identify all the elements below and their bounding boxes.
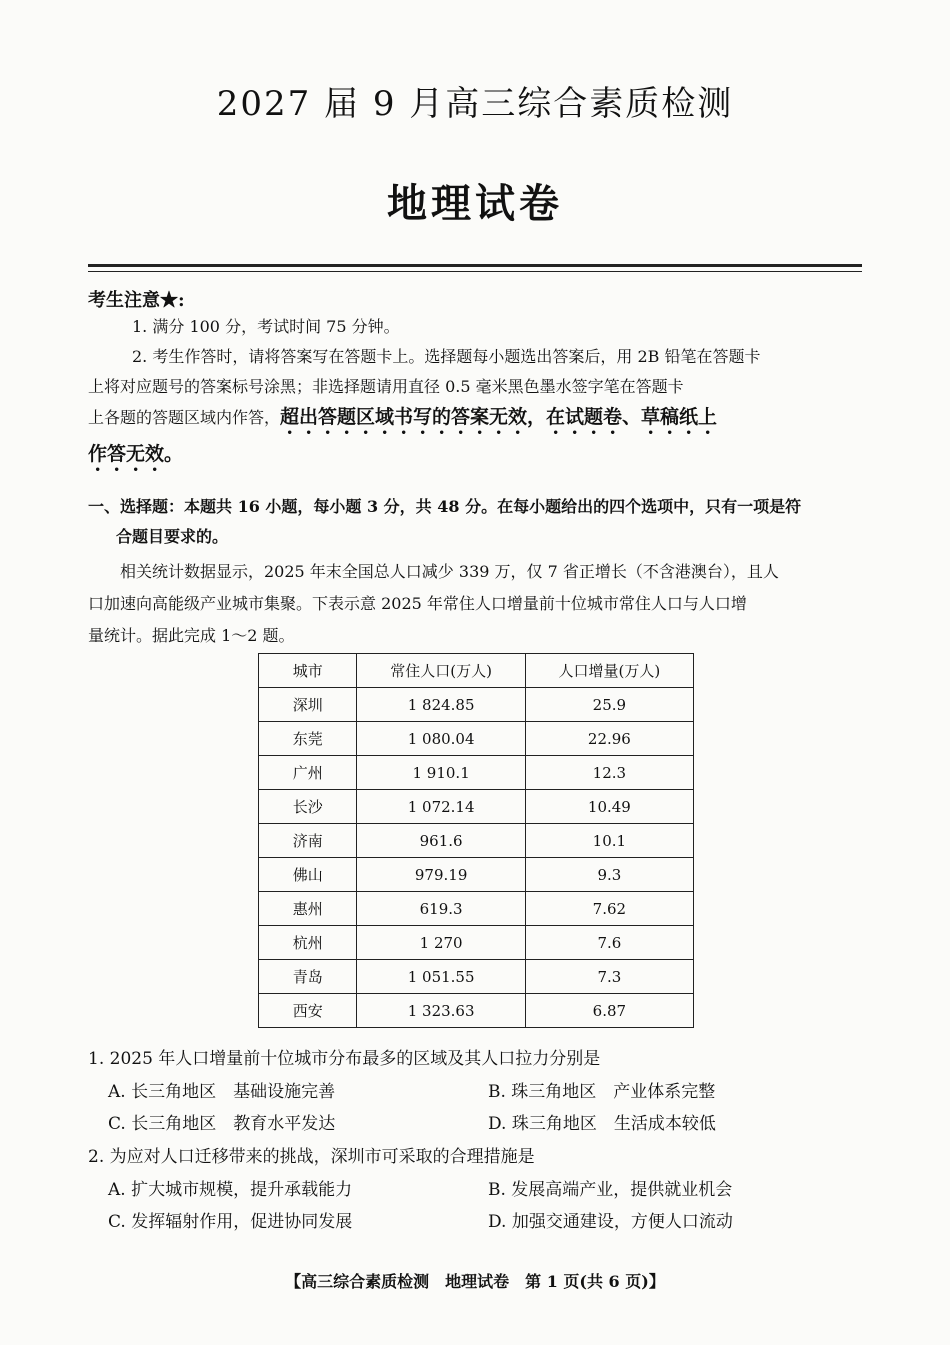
notice-item-2-line4 (88, 439, 868, 476)
table-row (259, 824, 694, 858)
notice-item-2-line3-plain: 上各题的答题区域内作答， (88, 408, 281, 427)
table-row (259, 858, 694, 892)
table-header-population: 常住人口(万人) (357, 654, 525, 688)
section-1-heading-line1: 一、选择题：本题共 16 小题，每小题 3 分，共 48 分。在每小题给出的四个选项中，只有一项是符 (88, 497, 802, 516)
question-2-option-c: C. 发挥辐射作用，促进协同发展 (108, 1212, 353, 1232)
table-cell-population: 619.3 (357, 892, 525, 926)
question-2-stem: 2. 为应对人口迁移带来的挑战，深圳市可采取的合理措施是 (88, 1147, 535, 1167)
notice-item-2-line4-emphasis: 作答无效。 (88, 443, 184, 465)
table-cell-increase: 9.3 (525, 858, 693, 892)
notice-item-2-line3-emphasis: 超出答题区域书写的答案无效，在试题卷、草稿纸上 (280, 406, 718, 428)
subject-title: 地理试卷 (387, 180, 563, 227)
notice-item-1: 1. 满分 100 分，考试时间 75 分钟。 (132, 317, 400, 336)
stem-line3: 量统计。据此完成 1～2 题。 (88, 626, 295, 645)
table-cell-population: 979.19 (357, 858, 525, 892)
table-header-row (259, 654, 694, 688)
question-1-stem: 1. 2025 年人口增量前十位城市分布最多的区域及其人口拉力分别是 (88, 1049, 601, 1069)
table-cell-city: 广州 (259, 756, 357, 790)
table-row (259, 756, 694, 790)
table-cell-city: 杭州 (259, 926, 357, 960)
table-cell-increase: 7.62 (525, 892, 693, 926)
question-1-option-c: C. 长三角地区 教育水平发达 (108, 1114, 336, 1134)
exam-title: 2027 届 9 月高三综合素质检测 (216, 84, 734, 124)
table-cell-increase: 7.3 (525, 960, 693, 994)
table-cell-population: 1 080.04 (357, 722, 525, 756)
table-row (259, 892, 694, 926)
table-cell-increase: 10.1 (525, 824, 693, 858)
stem-line2: 口加速向高能级产业城市集聚。下表示意 2025 年常住人口增量前十位城市常住人口与人口增 (88, 594, 747, 613)
table-cell-population: 1 824.85 (357, 688, 525, 722)
table-cell-increase: 12.3 (525, 756, 693, 790)
population-table (258, 653, 694, 1028)
table-row (259, 960, 694, 994)
table-row (259, 926, 694, 960)
question-2-option-b: B. 发展高端产业，提供就业机会 (488, 1180, 733, 1200)
notice-item-2-line2: 上将对应题号的答案标号涂黑；非选择题请用直径 0.5 毫米黑色墨水签字笔在答题卡 (88, 377, 684, 396)
table-cell-population: 1 072.14 (357, 790, 525, 824)
table-cell-city: 佛山 (259, 858, 357, 892)
table-cell-population: 1 270 (357, 926, 525, 960)
question-2-option-d: D. 加强交通建设，方便人口流动 (488, 1212, 733, 1232)
stem-line1: 相关统计数据显示，2025 年末全国总人口减少 339 万，仅 7 省正增长（不含港澳台），且人 (120, 562, 779, 581)
header-rule-thick (88, 264, 862, 267)
table-header-increase: 人口增量(万人) (525, 654, 693, 688)
table-row (259, 688, 694, 722)
table-row (259, 994, 694, 1028)
header-rule-thin (88, 271, 862, 272)
table-cell-city: 惠州 (259, 892, 357, 926)
table-cell-increase: 22.96 (525, 722, 693, 756)
table-cell-city: 长沙 (259, 790, 357, 824)
table-row (259, 790, 694, 824)
question-1-option-a: A. 长三角地区 基础设施完善 (108, 1082, 336, 1102)
notice-heading: 考生注意★: (88, 290, 185, 311)
question-1-option-d: D. 珠三角地区 生活成本较低 (488, 1114, 716, 1134)
section-1-heading (88, 492, 868, 552)
page-footer: 【高三综合素质检测 地理试卷 第 1 页(共 6 页)】 (285, 1272, 665, 1291)
notice-item-2-line1: 2. 考生作答时，请将答案写在答题卡上。选择题每小题选出答案后，用 2B 铅笔在答题卡 (132, 347, 761, 366)
question-stem-material (88, 556, 868, 652)
notice-item-2-cont (88, 372, 868, 476)
notice-item-2-line3 (88, 402, 868, 439)
table-cell-city: 青岛 (259, 960, 357, 994)
table-cell-increase: 7.6 (525, 926, 693, 960)
table-cell-population: 1 051.55 (357, 960, 525, 994)
table-cell-population: 1 910.1 (357, 756, 525, 790)
question-1-option-b: B. 珠三角地区 产业体系完整 (488, 1082, 716, 1102)
table-header-city: 城市 (259, 654, 357, 688)
table-cell-increase: 10.49 (525, 790, 693, 824)
section-1-heading-line2: 合题目要求的。 (116, 527, 229, 546)
table-cell-increase: 6.87 (525, 994, 693, 1028)
table-cell-increase: 25.9 (525, 688, 693, 722)
table-cell-city: 东莞 (259, 722, 357, 756)
table-row (259, 722, 694, 756)
table-cell-city: 深圳 (259, 688, 357, 722)
table-cell-population: 1 323.63 (357, 994, 525, 1028)
table-cell-city: 西安 (259, 994, 357, 1028)
table-cell-city: 济南 (259, 824, 357, 858)
question-2-option-a: A. 扩大城市规模，提升承载能力 (108, 1180, 353, 1200)
table-cell-population: 961.6 (357, 824, 525, 858)
